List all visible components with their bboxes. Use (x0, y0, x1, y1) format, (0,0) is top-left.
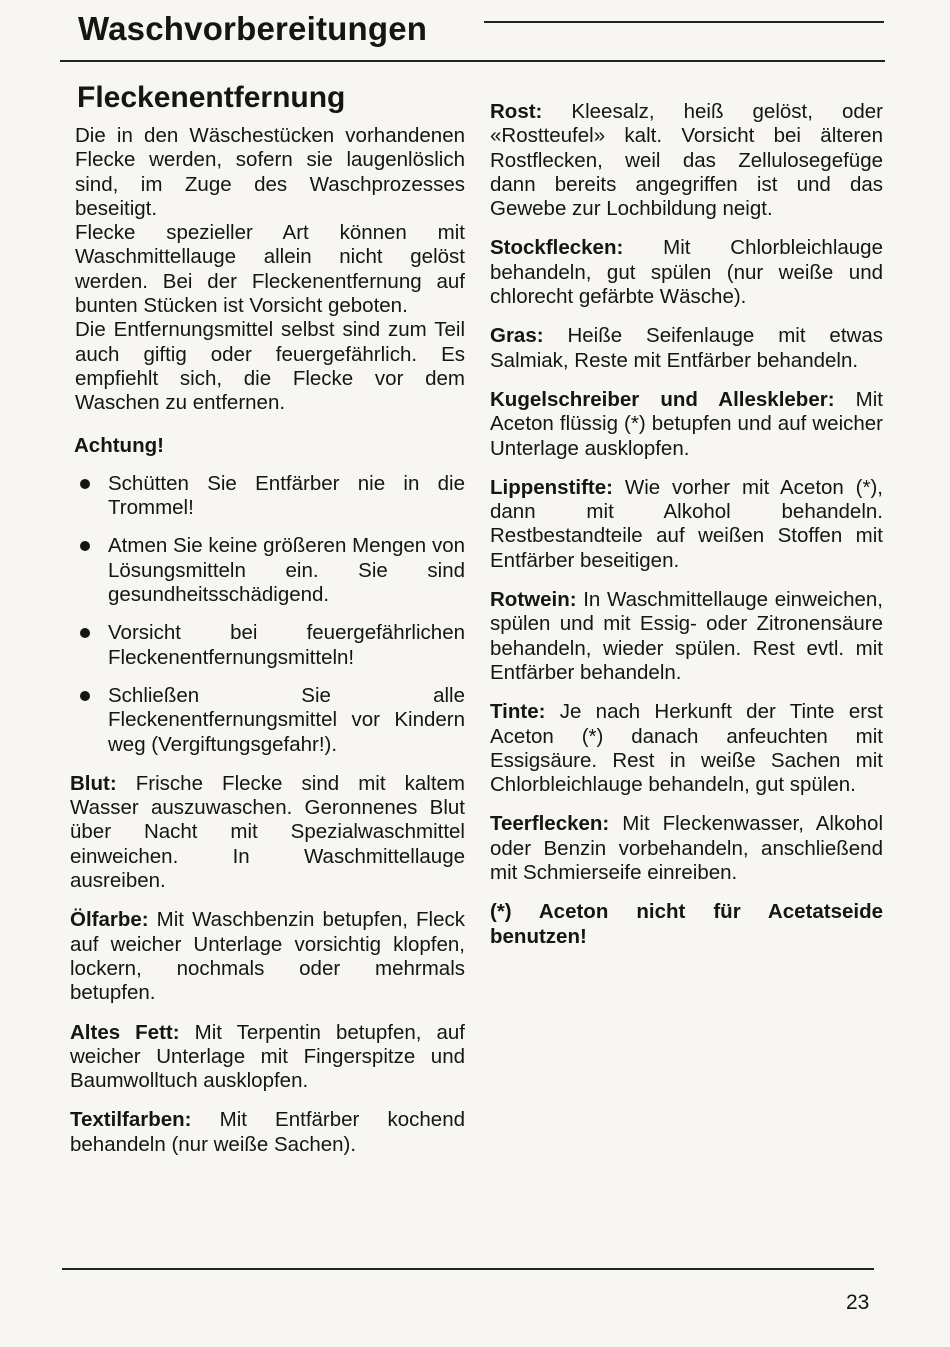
stain-entry-stockflecken (490, 236, 883, 309)
stain-entry-rotwein (490, 588, 883, 685)
warning-list (70, 472, 465, 757)
warning-title: Achtung! (74, 433, 164, 457)
stain-text: Heiße Seifenlauge mit etwas Salmiak, Reste mit Entfärber behandeln. (490, 324, 883, 372)
warning-item (70, 621, 465, 670)
stain-text: Wie vorher mit Aceton (*), dann mit Alkohol behandeln. Restbestandteile auf weißen Stoffen mit Entfärber beseitigen. (490, 475, 883, 572)
stain-text: Mit Terpentin betupfen, auf weicher Unterlage mit Fingerspitze und Baumwolltuch ausklopfen. (70, 1020, 466, 1093)
bullet-icon (80, 628, 90, 638)
stain-term: Teerflecken: (490, 812, 610, 836)
stain-text: Je nach Herkunft der Tinte erst Aceton (*) danach anfeuchten mit Essigsäure. Rest in weiße Sachen mit Chlorbleichlauge behandeln, gut spülen. (490, 700, 883, 797)
stain-entry-gras (490, 324, 883, 373)
left-column (70, 80, 465, 1157)
bullet-icon (80, 479, 90, 489)
stain-entry-rost (490, 100, 883, 221)
warning-item (70, 684, 465, 757)
stain-term: Lippenstifte: (490, 475, 613, 499)
stain-term: Blut: (70, 771, 117, 795)
page-number: 23 (846, 1291, 870, 1314)
bullet-icon (80, 541, 90, 551)
footer-rule (62, 1268, 874, 1270)
intro-paragraph: Flecke spezieller Art können mit Waschmittellauge allein nicht gelöst werden. Bei der Fleckenentfernung auf bunten Stücken ist Vorsicht geboten. (75, 221, 465, 318)
header-rule-top (484, 21, 884, 23)
stain-entry-oelfarbe (70, 908, 465, 1005)
stain-text: Mit Aceton flüssig (*) betupfen und auf weicher Unterlage ausklopfen. (490, 387, 883, 460)
warning-item (70, 472, 465, 521)
bullet-icon (80, 691, 90, 701)
stain-term: Kugelschreiber und Alleskleber: (490, 387, 835, 411)
stain-entry-textilfarben (70, 1108, 465, 1157)
warning-item-text: Schließen Sie alle Fleckenentfernungsmittel vor Kindern weg (Vergiftungsgefahr!). (108, 683, 465, 756)
intro-paragraph: Die in den Wäschestücken vorhandenen Flecke werden, sofern sie laugenlöslich sind, im Zuge des Waschprozesses beseitigt. (75, 124, 465, 220)
page-header-title: Waschvorbereitungen (78, 10, 428, 47)
warning-item-text: Vorsicht bei feuergefährlichen Fleckenentfernungsmitteln! (108, 621, 465, 669)
stain-text: Mit Chlorbleichlauge behandeln, gut spülen (nur weiße und chlorecht gefärbte Wäsche). (490, 236, 883, 309)
stain-term: Ölfarbe: (70, 908, 149, 932)
stain-text: In Waschmittellauge einweichen, spülen und mit Essig- oder Zitronensäure behandeln, wieder spülen. Rest evtl. mit Entfärber behandeln. (490, 588, 883, 684)
stain-term: Textilfarben: (70, 1108, 192, 1132)
stain-entry-tinte (490, 700, 883, 797)
section-title: Fleckenentfernung (77, 81, 346, 114)
stain-term: Rost: (490, 100, 543, 123)
header-rule (60, 60, 885, 62)
stain-entry-kugelschreiber (490, 388, 883, 461)
stain-term: Tinte: (490, 700, 546, 724)
stain-entry-teerflecken (490, 812, 883, 885)
stain-term: Altes Fett: (70, 1020, 180, 1044)
stain-entry-blut (70, 772, 465, 893)
stain-term: Rotwein: (490, 588, 577, 612)
footnote-aceton: (*) Aceton nicht für Acetatseide benutzen! (490, 900, 883, 948)
warning-item-text: Atmen Sie keine größeren Mengen von Lösungsmitteln ein. Sie sind gesundheitsschädigend. (108, 534, 465, 607)
stain-text: Mit Entfärber kochend behandeln (nur weiße Sachen). (70, 1108, 465, 1156)
stain-entry-lippenstifte (490, 476, 883, 573)
stain-term: Stockflecken: (490, 236, 624, 260)
intro-paragraph: Die Entfernungsmittel selbst sind zum Teil auch giftig oder feuergefährlich. Es empfiehlt sich, die Flecke vor dem Waschen zu entfernen. (75, 318, 465, 415)
right-column (490, 100, 883, 949)
warning-item-text: Schütten Sie Entfärber nie in die Trommel! (108, 471, 465, 520)
stain-text: Mit Fleckenwasser, Alkohol oder Benzin vorbehandeln, anschließend mit Schmierseife einreiben. (490, 812, 883, 885)
stain-text: Kleesalz, heiß gelöst, oder «Rostteufel» kalt. Vorsicht bei älteren Rostflecken, weil das Zellulosegefüge dann bereits angegriffen ist und das Gewebe zur Lochbildung neigt. (490, 100, 883, 221)
stain-term: Gras: (490, 324, 544, 348)
stain-text: Frische Flecke sind mit kaltem Wasser auszuwaschen. Geronnenes Blut über Nacht mit Spezialwaschmittel einweichen. In Waschmittellauge ausreiben. (70, 771, 465, 893)
stain-entry-altes-fett (70, 1021, 465, 1094)
warning-item (70, 534, 465, 607)
stain-text: Mit Waschbenzin betupfen, Fleck auf weicher Unterlage vorsichtig klopfen, lockern, nochmals oder mehrmals betupfen. (70, 908, 465, 1005)
